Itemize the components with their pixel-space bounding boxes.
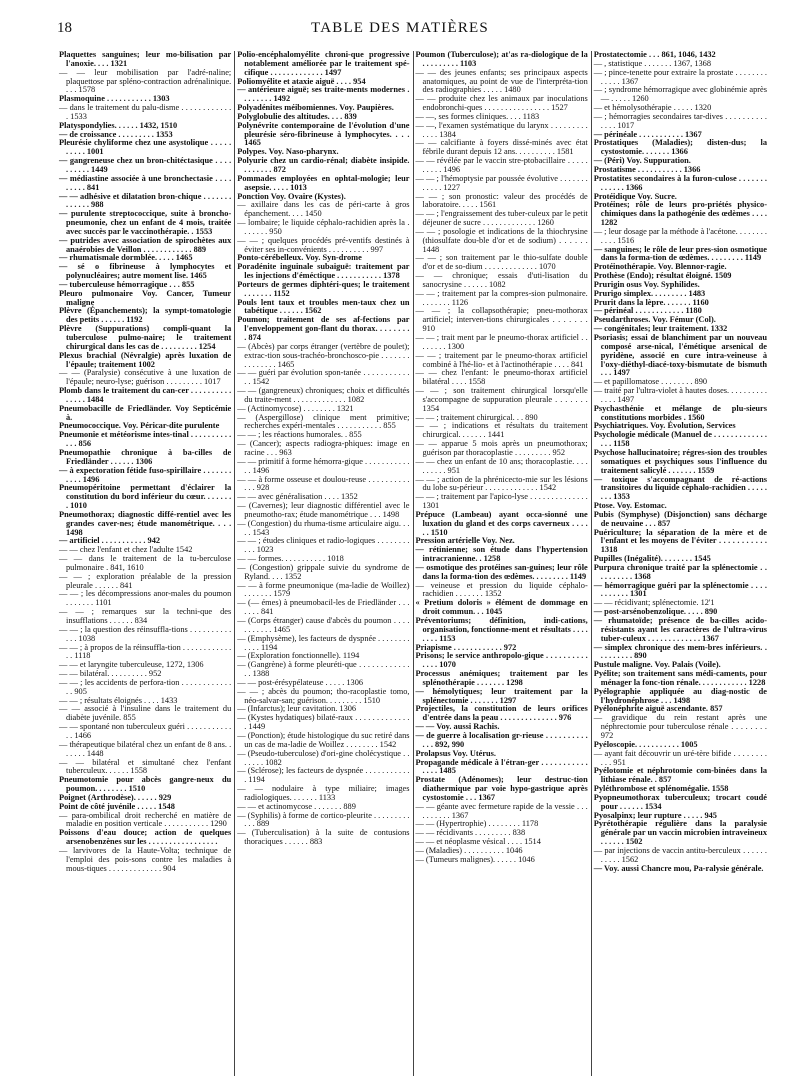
index-columns [57,51,770,1076]
index-entry: — — et actinomycose . . . . . . . 889 [237,801,356,811]
index-entry: — ayant fait découvrir un uré-tère bifide . . . . . . . . . . . 951 [593,748,767,767]
index-entry: — (Tuberculisation) à la suite de contusions thoraciques . . . . . . 883 [237,828,410,847]
index-entry: — — ; traitement par l'apico-lyse . . . . . . . . . . . . . . 1301 [415,492,588,511]
index-entry: Pneumonie et météorisme intes-tinal . . . . . . . . . . . . . 856 [59,430,232,449]
index-entry: Préventoriums; définition, indi-cations, organisation, fonctionne-ment et résultats . . . . . . . . 1153 [415,616,588,643]
page-number: 18 [57,20,72,36]
index-entry: — (Syphilis) à forme de cortico-pleurite . . . . . . . . . . . . 889 [237,810,410,829]
index-column-1 [57,51,235,1076]
index-entry: Pleuro pulmonaire Voy. Cancer, Tumeur maligne [59,288,232,307]
index-entry: Pneumobacille de Friedländer. Voy Septicémie à. [59,403,232,422]
index-entry: — — géante avec fermeture rapide de la vessie . . . . . . . . . . 1367 [415,801,588,820]
index-entry: Poliomyélite et ataxie aiguë . . . . 954 [237,76,366,86]
index-entry: — simplex chronique des mem-bres inférieurs. . . . . . . . . . 890 [593,642,767,661]
index-entry: — sanguines; le rôle de leur pres-sion osmotique dans la forma-tion de œdèmes. . . . . . . . . 1149 [593,244,767,263]
index-entry: — tuberculeuse hémorragique . . . 855 [59,279,195,289]
index-entry: — à expectoration fétide fuso-spirillaire . . . . . . . . . . . 1496 [59,465,232,484]
index-entry: Pupilles (Inégalité). . . . . . . . 1545 [593,554,711,564]
index-entry: — — ; indications et résultats du traitement chirurgical. . . . . . . 1441 [415,421,588,440]
index-entry: Puériculture; la séparation de la mère et de l'enfant et les moyens de l'éviter . . . . . . . . . . . 1318 [593,527,767,555]
index-column-2 [235,51,413,1076]
index-entry: — hémolytiques; leur traitement par la splénectomie . . . . . . . 1297 [415,686,588,705]
index-entry: — — chez un enfant de 10 ans; thoracoplastie. . . . . . . . . . 951 [415,456,588,475]
index-entry: — de guerre à localisation gr-rieuse . . . . . . . . . . . . . 892, 990 [415,730,588,749]
index-entry: — et hémolysothérapie . . . . . 1320 [593,103,712,113]
index-entry: — — ; trait ment par le pneumo-thorax artificiel . . . . . . . . 1300 [415,333,588,351]
index-entry: — lombaire; le liquide céphalo-rachidien après la . . . . . . . 950 [237,218,410,236]
index-entry: — — ; son pronostic: valeur des procédés de laboratoire. . . . . 1561 [415,191,588,210]
index-entry: — — associé à l'insuline dans le traitement du diabète juvénile. 855 [59,704,232,723]
index-entry: — — chez l'enfant: le pneumo-thorax artificiel bilatéral . . . . 1558 [415,368,588,387]
index-entry: — par injections de vaccin antitu-berculeux . . . . . . . . . . . 1562 [593,845,767,864]
index-entry: — — ; posologie et indications de la thiochrysine (thiosulfate dou-ble d'or et de sodium) . . . . . . 1448 [415,226,588,254]
index-entry: — — adhésive et dilatation bron-chique . . . . . . . . . . . . . 988 [59,191,232,210]
index-entry: — périnéale . . . . . . . . . . . 1367 [593,129,702,139]
index-entry: — — primitif à forme hémorra-gique . . . . . . . . . . . . . 1496 [237,456,410,475]
index-entry: — (Actinomycose) . . . . . . . . 1321 [237,403,354,413]
index-entry: — — produite chez les animaux par inoculations endobronchi-ques . . . . . . . . . . . . . . . . 1527 [415,94,588,113]
index-entry: — — et néoplasme vésical . . . . 1514 [415,837,541,847]
index-entry: — (Infarctus); leur cavitation. 1306 [237,704,357,714]
index-entry: — — ; action de la phrénicecto-mie sur les lésions du lobe su-périeur . . . . . . . . . . . . . 1542 [415,474,588,493]
index-entry: — — bilatéral. . . . . . . . . . 952 [59,669,162,679]
index-entry: Pouls lent taux et troubles men-taux chez un tabétique . . . . . . 1562 [237,297,410,316]
index-entry: — — Voy. aussi Rachis. [415,722,500,732]
index-entry: — (Ponction); étude histologique du suc retiré dans un cas de ma-ladie de Woillez . . . . . . . . 1542 [237,730,410,749]
index-entry: — — des jeunes enfants; ses principaux aspects anatomiques, au point de vue de l'interpréta-tion des radiographies . . . . . 1480 [415,67,588,95]
index-entry: — rétinienne; son étude dans l'hypertension intracranienne. . 1258 [415,545,588,564]
index-entry: Protéinothérapie. Voy. Blennor-ragie. [593,262,727,272]
index-entry: — larvivores de la Haute-Volta; technique de l'emploi des pois-sons contre les maladies à mous-tiques . . . . . . . . . . . . . 904 [59,845,232,873]
index-entry: — — ; études cliniques et radio-logiques . . . . . . . . . . . 1023 [237,536,410,555]
index-entry: — , statistique . . . . . . . 1367, 1368 [593,58,712,68]
index-entry: Prostate (Adénomes); leur destruc-tion diathermique par voie hypo-gastrique après cystostomie . . . 1367 [415,775,588,802]
index-entry: — périnéal . . . . . . . . . . . . 1180 [593,306,702,316]
index-entry: Pneumothorax; diagnostic diffé-rentiel avec les grandes caver-nes; étude manométrique. . . . 1498 [59,509,232,537]
index-entry: — putrides avec association de spirochètes aux anaérobies de Veillon . . . . . . . . . . . . 889 [59,235,232,254]
index-entry: — — ; traitement par la compres-sion pulmonaire. . . . . . . . 1126 [415,288,588,307]
index-entry: Pyélite; son traitement sans médi-caments, pour ménager la fonc-tion rénale. . . . . . . . . . . . 1228 [593,669,767,687]
index-entry: Pression artérielle Voy. Nez. [415,536,515,546]
index-entry: — — à forme pneumonique (ma-ladie de Woillez) . . . . . . . 1579 [237,580,410,599]
index-entry: — gravidique du rein restant après une néphrectomie pour tuberculose rénale . . . . . . . . 972 [593,713,767,740]
index-entry: Plèvre (Suppurations) compli-quant la tuberculose pulmo-naire; le traitement chirurgical dans les cas de . . . . . . . . . 1254 [59,324,232,351]
index-entry: Psychologie médicale (Manuel de . . . . . . . . . . . . . . . . 1158 [593,430,767,449]
index-entry: Plèvre (Épanchements); la sympt-tomatologie des petits . . . . . . 1192 [59,306,232,325]
index-entry: — artificiel . . . . . . . . . . . 942 [59,536,161,546]
index-entry: Plasmoquine . . . . . . . . . . . 1303 [59,94,170,104]
index-entry: Poissons d'eau douce; action de quelques arsenobenzènes sur les . . . . . . . . . . . . . . . . . [59,828,232,847]
index-entry: — — bilatéral et simultané chez l'enfant tuberculeux. . . . . . 1558 [59,757,232,776]
index-entry: Polyadénites méibomiennes. Voy. Paupières. [237,103,394,113]
index-entry: Poignet (Arthrodèse). . . . . . 929 [59,792,172,802]
index-entry: — — à forme osseuse et doulou-reuse . . . . . . . . . . . . . 928 [237,474,410,493]
index-entry: Prostatectomie . . . 861, 1046, 1432 [593,51,716,59]
index-entry: Pyélotomie et néphrotomie com-binées dans la lithiase rénale. . 857 [593,766,767,785]
index-entry: — — (Hypertrophie) . . . . . . . . 1178 [415,819,539,829]
index-entry: — gangreneuse chez un bron-chitéctasique . . . . . . . . . . 1449 [59,156,232,174]
index-entry: — osmotique des protéines san-guines; leur rôle dans la forma-tion des œdèmes. . . . . . . . . 1149 [415,562,588,581]
index-entry: Pyléthrombose et splénomégalie. 1558 [593,784,729,794]
index-entry: — — calcifiante à foyers dissé-minés avec état fébrile durant depuis 12 ans. . . . . . . . . . 1581 [415,138,588,157]
index-entry: — — et laryngite tuberculeuse, 1272, 1306 [59,660,204,670]
index-entry: — (Abcès) par corps étranger (vertèbre de poulet); extrac-tion sous-trachéo-bronchosco-pie . . . . . . . . . . . . . . . 1465 [237,341,410,369]
index-entry: — — révélée par le vaccin stre-ptobacillaire . . . . . . . . . . 1496 [415,156,588,174]
index-entry: Protéidique Voy. Sucre. [593,191,677,201]
index-entry: Poumon (Tuberculose); at'as ra-diologique de la . . . . . . . . . 1103 [415,51,588,68]
index-entry: — ; pince-tenette pour extraire la prostate . . . . . . . . . . . . . 1367 [593,67,767,86]
index-entry: — — ; les réactions humorales. . 855 [237,430,362,440]
index-entry: — (Kystes hydatiques) bilaté-raux . . . . . . . . . . . . . . 1449 [237,713,410,732]
index-entry: — — formes. . . . . . . . . . . 1018 [237,554,344,564]
index-entry: Pneumotomie pour abcès gangre-neux du poumon. . . . . . . . 1510 [59,775,232,794]
index-entry: Propagande médicale à l'étran-ger . . . . . . . . . . . . . . . 1485 [415,757,588,776]
index-entry: Plomb dans le traitement du can-cer . . . . . . . . . . . . . . . 1484 [59,386,232,404]
index-entry: — — ; son traitement par le thio-sulfate double d'or et de so-dium . . . . . . . . . . . . . 1070 [415,253,588,272]
index-entry: « Pretium doloris » élément de dommage en droit commun. . . 1045 [415,598,588,617]
index-entry: Protéines; rôle de leurs pro-priétés physico-chimiques dans la pathogénie des œdèmes . . . . 1282 [593,200,767,228]
index-entry: Porteurs de germes diphtéri-ques; le traitement . . . . . . . 1152 [237,279,410,298]
index-entry: Projectiles, la constitution de leurs orifices d'entrée dans la peau . . . . . . . . . . . . . . 976 [415,704,588,723]
index-entry: Prolapsus Voy. Utérus. [415,748,497,758]
index-entry: — — apparue 5 mois après un pneumothorax; guérison par thoracoplastie . . . . . . . . . 952 [415,439,588,457]
index-entry: — Voy. aussi Chancre mou, Pa-ralysie générale. [593,863,764,873]
index-entry: — — ; traitement par le pneumo-thorax artificiel combiné à l'hé-lio- et à l'actinothérapie . . . . 841 [415,350,588,369]
index-entry: Pyrétothérapie régulière dans la paralysie générale par un vaccin microbien intraveineux . . . . . . 1502 [593,819,767,847]
index-entry: Poumon; traitement de ses af-fections par l'enveloppement gon-flant du thorax. . . . . . . . . 874 [237,315,410,342]
index-entry: — — guéri par évolution spon-tanée . . . . . . . . . . . . . 1542 [237,368,410,387]
index-entry: — toxique s'accompagnant de ré-actions transitoires du liquide céphalo-rachidien . . . . . . . . 1353 [593,474,767,502]
index-entry: — rhumatoïde; présence de ba-cilles acido-résistants ayant les caractères de l'ultra-virus tuber-culeux . . . . . . . . . . . . . 1367 [593,616,767,643]
index-entry: — — chronique; essais d'uti-lisation du sanocrysine . . . . . . 1082 [415,271,588,289]
index-entry: — congénitales; leur traitement. 1332 [593,324,728,334]
index-entry: — (Congestion) du rhuma-tisme articulaire aigu. . . . . 1543 [237,518,410,537]
index-entry: — veineuse et pression du liquide céphalo-rachidien . . . . . . . 1352 [415,580,588,599]
index-entry: Pyélographie appliquée au diag-nostic de l'hydronéphrose . . . 1498 [593,686,767,705]
index-entry: Prostatites secondaires à la furon-culose . . . . . . . . . . . . . 1366 [593,173,767,192]
index-entry: — ; syndrome hémorragique avec globinémie après — . . . . . 1260 [593,85,767,104]
index-entry: — — ; remarques sur la techni-que des insufflations . . . . . . 834 [59,607,232,625]
index-entry: Ponto-cérébelleux. Voy. Syn-drome [237,253,362,263]
page-header [0,0,800,40]
index-entry: — ; leur dosage par la méthode à l'acétone. . . . . . . . . . . . 1516 [593,226,767,245]
index-column-3 [414,51,592,1076]
index-entry: Polyurie chez un cardio-rénal; diabète insipide. . . . . . . . 872 [237,156,410,174]
index-entry: — (Congestion) grippale suivie du syndrome de Ryland. . . . 1352 [237,562,410,581]
index-entry: Pyélonéphrite aiguë ascendante. 857 [593,704,723,714]
index-entry: Prostatiques (Maladies); disten-dus; la cystostomie. . . . . . . 1366 [593,138,767,157]
index-entry: — — spontané non tuberculeux guéri . . . . . . . . . . . . . 1466 [59,722,232,740]
index-entry: — — récidivants . . . . . . . . . 838 [415,828,526,838]
index-entry: — — avec généralisation . . . . 1352 [237,492,358,502]
index-entry: — — (gangreneux) chroniques; choix et difficultés du traite-ment . . . . . . . . . . . . . 1082 [237,386,410,404]
index-entry: Psychasthénie et mélange de plu-sieurs constitutions morbides . 1560 [593,403,767,422]
index-entry: — para-ombilical droit recherché en matière de maladie en position verticale . . . . . . . . . . . 1290 [59,810,232,829]
index-entry: — (Cancer); aspects radiogra-phiques: image en racine . . . 963 [237,439,410,457]
index-entry: — dans le traitement du palu-disme . . . . . . . . . . . . . 1533 [59,103,232,121]
index-entry: Platyspondylies. . . . . . 1432, 1510 [59,120,178,130]
index-entry: — — ; quelques procédés pré-ventifs destinés à éviter ses in-convénients . . . . . . . . . . 997 [237,235,410,254]
index-entry: Prépuce (Lambeau) ayant occa-sionné une luxation du gland et des corps caverneux . . . . . . 1510 [415,509,588,537]
index-column-4 [592,51,770,1076]
index-entry: — hémorragique guéri par la splénectomie . . . . . . . . . . . 1301 [593,580,767,599]
index-entry: Pyéloscopie. . . . . . . . . . . 1005 [593,739,698,749]
index-entry: Polio-encéphalomyélite chroni-que progressive notablement améliorée par le traitement spé-cifique . . . . . . . . . . . . . 1497 [237,51,410,77]
index-entry: — thérapeutique bilatéral chez un enfant de 8 ans. . . . . . . 1448 [59,739,232,758]
index-entry: Prothèse (Endo); résultat éloigné. 1509 [593,271,732,281]
index-entry: Psychose hallucinatoire; régres-sion des troubles somatiques et psychiques sous l'influence du traitement salicylé . . . . . . . 1559 [593,447,767,475]
index-entry: — purulente streptococcique, suite à broncho-pneumonie, chez un enfant de 4 mois, traitée avec succès par le vaccinothérapie. . 1553 [59,209,232,236]
index-entry: — — leur mobilisation par l'adré-naline; plaquettose par spléno-contraction adrénalinique. . . . 1578 [59,67,232,95]
index-entry: — (Péri) Voy. Suppuration. [593,156,691,166]
index-entry: — de croissance . . . . . . . . . 1353 [59,129,173,139]
index-entry: — axillaire dans les cas de péri-carte à gros épanchement. . . . 1450 [237,200,410,219]
index-entry: Psychiatriques. Voy. Évolution, Services [593,421,736,431]
index-entry: Psoriasis; essai de blanchiment par un nouveau composé arse-nical, l'émétique arsenical de pyridène, associé en cure intra-veineuse à l'oxy-diéthyl-diacé-toxy-bismutate de bismuth . . . 1497 [593,333,767,378]
index-entry: — (Sclérose); les facteurs de dyspnée . . . . . . . . . . . . 1194 [237,766,410,785]
index-entry: Pleurésie chyliforme chez une asystolique . . . . . . . . . . 1001 [59,138,232,157]
index-entry: — (— émes) à pneumobacil-les de Friedländer . . . . . . . 841 [237,598,410,617]
index-entry: Pneumopathie chronique à ba-cilles de Friedländer . . . . . . 1306 [59,447,232,466]
index-entry: Priapisme . . . . . . . . . . . . 972 [415,642,517,652]
index-entry: — — ; traitement chirurgical. . . 890 [415,412,538,422]
index-entry: Prostatisme . . . . . . . . . . . 1366 [593,164,701,174]
index-entry: — — ; la collapsothérapie; pneu-mothorax artificiel; interven-tions chirurgicales . . . . . . . 910 [415,306,588,334]
index-entry: Polynévrite contemporaine de l'évolution d'une pleurésie séro-fibrineuse à lymphocytes. . . . 1465 [237,120,410,148]
index-entry: Prisons; le service anthropolo-gique . . . . . . . . . . . . . . 1070 [415,651,588,670]
index-entry: — — ; la question des réinsuffla-tions . . . . . . . . . . . . . 1038 [59,624,232,643]
index-entry: Prurit dans la lèpre. . . . . . . 1160 [593,297,709,307]
index-entry: Pseudarthroses. Voy. Fémur (Col). [593,315,716,325]
index-entry: Polyglobulie des altitudes. . . . 839 [237,111,357,121]
index-entry: — traité par l'ultra-violet à hautes doses. . . . . . . . . . . . . . 1497 [593,386,767,404]
index-entry: — — ; son traitement chirurgical lorsqu'elle s'accompagne de suppuration pleurale . . . . . . . 1354 [415,386,588,413]
index-entry: Plaquettes sanguines; leur mo-bilisation par l'anoxie. . . . 1321 [59,51,232,68]
running-title: TABLE DES MATIÈRES [311,20,489,36]
index-entry: — post-arsénobenzolique. . . . . 890 [593,607,718,617]
index-entry: — (Exploration fonctionnelle). 1194 [237,651,360,661]
index-entry: — et papillomatose . . . . . . . . 890 [593,377,708,387]
index-entry: — ; hémorragies secondaires tar-dives . . . . . . . . . . . . . . 1017 [593,111,767,130]
index-entry: Pneumococcique. Voy. Péricar-dite purulente [59,421,220,431]
index-entry: Polypes. Voy. Naso-pharynx. [237,147,339,157]
index-entry: Pneumopéritoine permettant d'éclairer la constitution du bord inférieur du cœur. . . . . . . . 1010 [59,483,232,511]
index-entry: Ptose. Voy. Estomac. [593,501,667,511]
index-entry: — —, l'examen systématique du larynx . . . . . . . . . . . . . 1384 [415,120,588,139]
index-entry: — (Emphysème), les facteurs de dyspnée . . . . . . . . . . . . 1194 [237,633,410,652]
index-entry: Pyopneumothorax tuberculeux; trocart coudé pour . . . . . . 1534 [593,792,767,811]
index-entry: Plexus brachial (Névralgie) après luxation de l'épaule; traitement 1002 [59,350,232,369]
index-entry: — —, ses formes cliniques. . . . 1183 [415,111,540,121]
index-entry: Point de côté juvénile . . . . . 1548 [59,801,175,811]
index-entry: — — ; l'hémoptysie par poussée évolutive . . . . . . . . . . . . 1227 [415,173,588,192]
index-entry: — — (Paralysie) consécutive à une luxation de l'épaule; neuro-lyse; guérison . . . . . . . . . 1017 [59,368,232,387]
index-entry: — rhumatismale dormblée. . . . . 1465 [59,253,193,263]
index-entry: Prurigo simplex. . . . . . . . . 1483 [593,288,706,298]
index-entry: — sé o fibrineuse à lymphocytes et polynucléaires; autre moment lise. 1465 [59,262,232,281]
index-entry: — (Gangrène) à forme pleuréti-que . . . . . . . . . . . . . . 1388 [237,660,410,679]
index-entry: — — nodulaire à type miliaire; images radiologiques. . . . . . . 1133 [237,784,410,802]
index-entry: — (Maladies) . . . . . . . . . . 1046 [415,845,523,855]
index-entry: — — ; les accidents de perfora-tion . . . . . . . . . . . . . . 905 [59,677,232,696]
index-entry: — (Pseudo-tuberculose) d'ori-gine cholécystique . . . . . . . 1082 [237,748,410,767]
index-entry: — (Corps étranger) cause d'abcès du poumon . . . . . . . . . . . 1465 [237,616,410,634]
index-entry: — — ; les décompressions anor-males du poumon . . . . . . . 1101 [59,589,232,608]
index-entry: — (Cavernes); leur diagnostic différentiel avec le pneumotho-rax; étude manométrique . . . 1498 [237,501,410,519]
index-entry: — (Tumeurs malignes). . . . . . 1046 [415,854,535,864]
index-entry: Purpura chronique traité par la splénectomie . . . . . . . . . . 1368 [593,562,767,581]
index-entry: Ponction Voy. Ovaire (Kystes). [237,191,346,201]
index-entry: — — ; résultats éloignés . . . . 1433 [59,695,178,705]
index-entry: Processus anémiques; traitement par les splénothérapie . . . . . . . 1298 [415,669,588,687]
index-entry: Pommades employées en ophtal-mologie; leur asepsie. . . . . 1013 [237,173,410,192]
index-entry: Prurigin osus Voy. Syphilides. [593,279,700,289]
index-entry: — (Aspergillose) clinique ment primitive; recherches expéri-mentales . . . . . . . . . . . 855 [237,412,410,431]
index-entry: — — chez l'enfant et chez l'adulte 1542 [59,545,193,555]
index-entry: — — dans le traitement de la tu-berculose pulmonaire . 841, 1610 [59,554,232,572]
index-entry: — — ; à propos de la réinsuffla-tion . . . . . . . . . . . . . . 1118 [59,642,232,661]
index-entry: — — post-érésypélateuse . . . . . 1306 [237,677,364,687]
index-entry: Poradénite inguinale subaiguë: traitement par les injections d'éméctique . . . . . . . . . . . 1378 [237,262,410,281]
index-entry: Pustule maligne. Voy. Palais (Voile). [593,660,721,670]
index-entry: — médiastine associée à une bronchectasie . . . . . . . . . 841 [59,173,232,192]
index-entry: Pubis (Symphyse) (Disjonction) sans décharge de neuvaine . . . 857 [593,509,767,528]
index-entry: — — ; l'engraissement des tuber-culeux par le petit déjeuner de sucre . . . . . . . . . . . . . 1260 [415,209,588,228]
index-entry: — — récidivant; splénectomie. 12'1 [593,598,715,608]
index-entry: — antérieure aiguë; ses traite-ments modernes . . . . . . . . 1492 [237,85,410,104]
index-entry: — — ; abcès du poumon; tho-racoplastie tomo, néo-salvar-san; guérison. . . . . . . . . 1510 [237,686,410,705]
index-entry: Pyosalpinx; leur rupture . . . . . 945 [593,810,717,820]
index-entry: — — ; exploration préalable de la pression pleurale . . . . . . 841 [59,571,232,590]
